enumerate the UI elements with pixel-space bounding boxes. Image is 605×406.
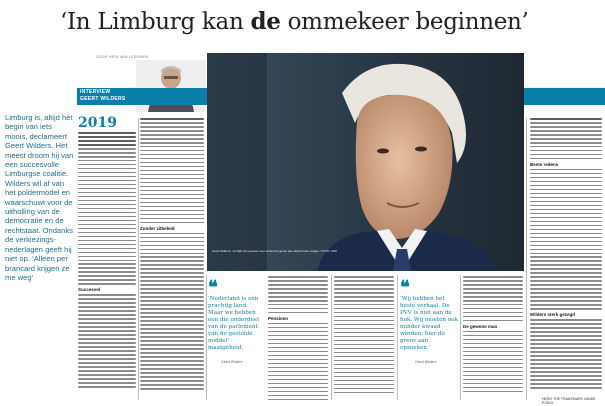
quote-mark-icon: ❝ (208, 277, 218, 298)
article-column-2 (140, 118, 204, 400)
subhead-succesvol: Succesvol (78, 287, 101, 293)
footer-mark: HERO THE TRADEMARK VANDE PVDLK (542, 397, 596, 405)
accent-band-right (524, 88, 605, 105)
section-label (80, 89, 126, 103)
headline (60, 5, 600, 39)
headline-part1: ‘In Limburg kan (60, 9, 251, 35)
headline-emphasis: de (250, 8, 281, 35)
article-column-6 (530, 118, 602, 396)
headline-part2: ommekeer beginnen’ (280, 9, 529, 35)
column-divider (331, 275, 332, 400)
photo-caption: Geert Wilders: ‘Je blijft ons gewoon een antwoord geven aan allerlei hele vragen.’ FOTO: ANP (212, 249, 338, 253)
byline: DOOR HEIN VAN LEEUWEN (96, 55, 149, 59)
main-photo (207, 53, 524, 271)
column-divider (138, 118, 139, 400)
quote-mark-icon: ❝ (400, 277, 410, 298)
column-divider (397, 275, 398, 400)
column-divider (460, 275, 461, 400)
section-label-line2: GEERT WILDERS (80, 96, 126, 102)
subhead-gewone-man: De gewone man (463, 323, 498, 329)
pull-quote-1: ‘Nederland is een prachtig land. Maar we hebben een die onderdeel van de parlement van de gestolde middel’ maatgeheid. (208, 296, 259, 351)
pull-quote-2: ‘Wij hebben het beste verhaal. De PVV is niet aan de hok. Wij moeten ook minder kwaad worden, hier de grens aan opzoeken.’ (400, 296, 458, 351)
column-divider (526, 118, 527, 400)
column-divider (206, 275, 207, 400)
subhead-zitbeleid: Zonder zitbeleid (140, 225, 175, 231)
pull-quote-1-attr: Geert Wilders (221, 360, 243, 364)
article-column-4 (334, 276, 394, 400)
subhead-wilders-sterk: Wilders sterk gezegd (530, 312, 575, 318)
article-column-1 (78, 132, 136, 400)
intro-text: Limburg is, altijd hét begin van iets moois, declameert Geert Wilders. Het meest droom hij van een succesvolle Limburgse coalitie. Wilders wil af van het poldermodel en waarschuwt voor de uitholling van de democratie en de rechtstaat. Ondanks de verkiezings-nederlagen geeft hij niet op. ‘Alleen per brancard krijgen ze me weg’ (5, 113, 74, 282)
article-column-3 (268, 276, 328, 400)
year-heading: 2019 (78, 115, 117, 131)
article-column-5 (463, 276, 523, 400)
subhead-beste-redens: Beste redens (530, 161, 559, 167)
section-label-line1: INTERVIEW (80, 89, 111, 95)
pull-quote-2-attr: Geert Wilders (415, 360, 437, 364)
subhead-pensioen: Pensioen (268, 315, 289, 321)
